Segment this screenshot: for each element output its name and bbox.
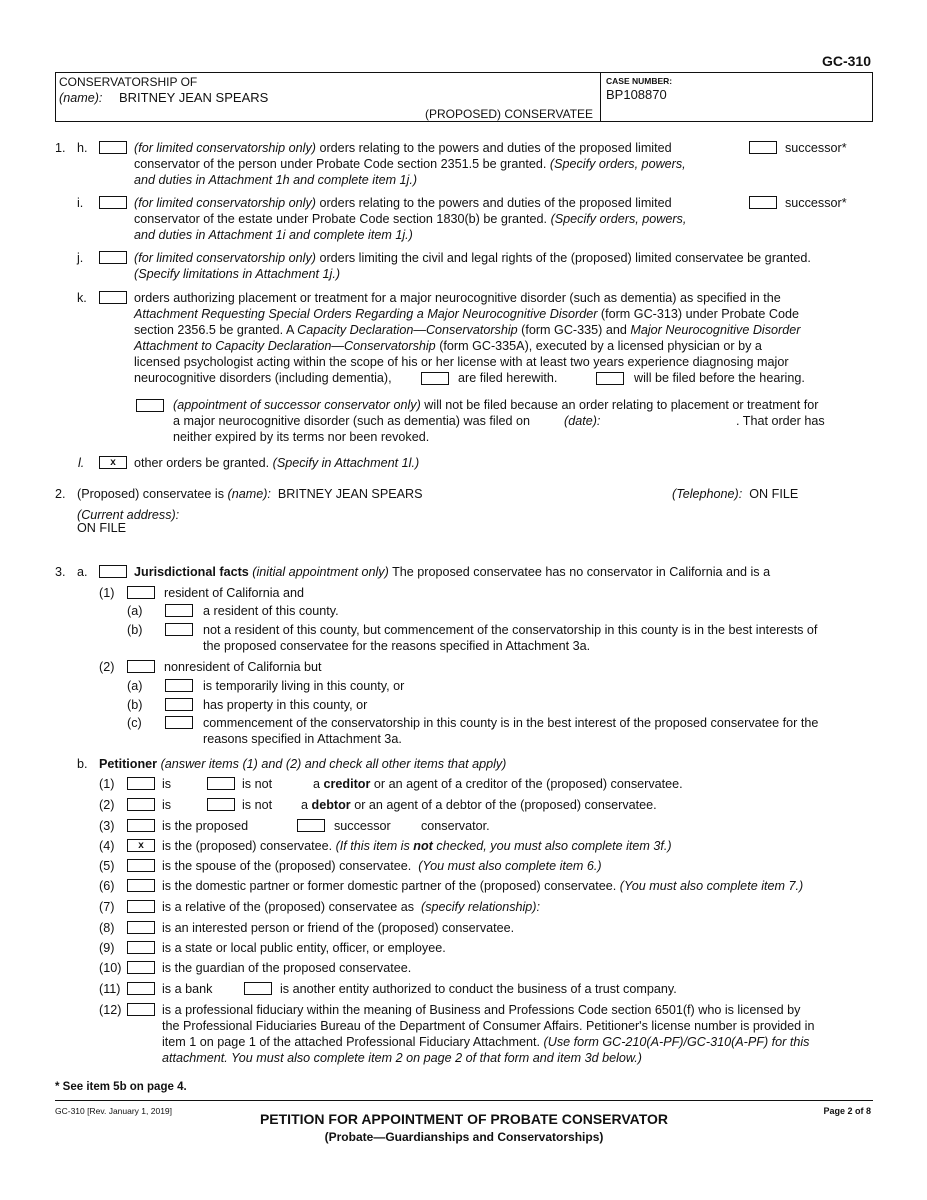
item-1j-checkbox[interactable] <box>99 251 127 264</box>
footnote: * See item 5b on page 4. <box>55 1081 187 1093</box>
item-3b12-checkbox[interactable] <box>127 1003 155 1016</box>
item-3b8-text: is an interested person or friend of the (proposed) conservatee. <box>162 921 515 935</box>
item-3a1b-line1: not a resident of this county, but commencement of the conservatorship in this county is in the best interests of <box>203 623 818 637</box>
item-3b2-text: a debtor or an agent of a debtor of the (proposed) conservatee. <box>301 798 657 812</box>
item-1h-successor-checkbox[interactable] <box>749 141 777 154</box>
item-1k-filed-before-checkbox[interactable] <box>596 372 624 385</box>
item-3b3-conservator-label: conservator. <box>421 819 490 833</box>
item-1k-successor-line1: (appointment of successor conservator only) will not be filed because an order relating to placement or treatment for <box>173 398 819 412</box>
item-3b2-number: (2) <box>99 798 115 812</box>
item-3b12-line3: item 1 on page 1 of the attached Professional Fiduciary Attachment. (Use form GC-210(A-PF)/GC-310(A-PF) for this <box>162 1035 810 1049</box>
item-3b4-text: is the (proposed) conservatee. (If this item is not checked, you must also complete item 3f.) <box>162 839 672 853</box>
item-1k-checkbox[interactable] <box>99 291 127 304</box>
item-3a1a-checkbox[interactable] <box>165 604 193 617</box>
item-1l-letter: l. <box>78 456 85 470</box>
item-3b1-number: (1) <box>99 777 115 791</box>
item-1k-line4: Attachment to Capacity Declaration—Conservatorship (form GC-335A), executed by a licensed physician or by a <box>134 339 762 353</box>
item-3-number: 3. <box>55 565 66 579</box>
item-3a-letter: a. <box>77 565 88 579</box>
item-3a1-text: resident of California and <box>164 586 305 600</box>
item-3b6-text: is the domestic partner or former domestic partner of the (proposed) conservatee. (You must also complete item 7.) <box>162 879 804 893</box>
item-3b6-number: (6) <box>99 879 115 893</box>
form-revision: GC-310 [Rev. January 1, 2019] <box>55 1106 173 1116</box>
item-1k-line5: licensed psychologist acting within the scope of his or her license with at least two years experience diagnosing major <box>134 355 789 369</box>
item-3a2c-line1: commencement of the conservatorship in this county is in the best interest of the proposed conservatee for the <box>203 716 819 730</box>
conservatee-name: BRITNEY JEAN SPEARS <box>119 90 269 105</box>
page-number: Page 2 of 8 <box>823 1106 871 1116</box>
item-3b12-line4: attachment. You must also complete item 2 on page 2 of that form and item 3d below.) <box>162 1051 643 1065</box>
item-3b12-number: (12) <box>99 1003 122 1017</box>
item-1i-letter: i. <box>77 196 84 210</box>
item-3b6-checkbox[interactable] <box>127 879 155 892</box>
item-3a-text: Jurisdictional facts (initial appointment only) The proposed conservatee has no conservator in California and is a <box>134 565 771 579</box>
item-2-text: (Proposed) conservatee is (name): BRITNEY JEAN SPEARS <box>77 487 423 501</box>
item-1i-successor-checkbox[interactable] <box>749 196 777 209</box>
item-3a2b-text: has property in this county, or <box>203 698 368 712</box>
item-3a1b-number: (b) <box>127 623 143 637</box>
item-3b7-checkbox[interactable] <box>127 900 155 913</box>
item-3b11-entity-label: is another entity authorized to conduct the business of a trust company. <box>280 982 677 996</box>
item-1k-line6a: neurocognitive disorders (including dementia), <box>134 371 392 385</box>
item-1h-line3: and duties in Attachment 1h and complete item 1j.) <box>134 173 418 187</box>
item-1k-letter: k. <box>77 291 87 305</box>
item-3b9-checkbox[interactable] <box>127 941 155 954</box>
item-3b5-text: is the spouse of the (proposed) conservatee. (You must also complete item 6.) <box>162 859 602 873</box>
item-1k-date-label: (date): <box>564 414 601 428</box>
item-1l-text: other orders be granted. (Specify in Attachment 1l.) <box>134 456 420 470</box>
item-3b3-number: (3) <box>99 819 115 833</box>
caption-divider <box>600 72 601 122</box>
item-3a1a-text: a resident of this county. <box>203 604 339 618</box>
item-1k-successor-line2c: . That order has <box>736 414 825 428</box>
item-1i-line3: and duties in Attachment 1i and complete item 1j.) <box>134 228 413 242</box>
item-3b1-is-label: is <box>162 777 172 791</box>
item-1h-checkbox[interactable] <box>99 141 127 154</box>
item-1k-line2: Attachment Requesting Special Orders Regarding a Major Neurocognitive Disorder (form GC-313) under Probate Code <box>134 307 799 321</box>
item-1i-successor-label: successor* <box>785 196 847 210</box>
item-3b5-checkbox[interactable] <box>127 859 155 872</box>
item-1k-successor-line2a: a major neurocognitive disorder (such as dementia) was filed on <box>173 414 531 428</box>
item-1k-line3: section 2356.5 be granted. A Capacity Declaration—Conservatorship (form GC-335) and Major Neurocognitive Disorder <box>134 323 801 337</box>
item-3b9-number: (9) <box>99 941 115 955</box>
item-3a2-text: nonresident of California but <box>164 660 322 674</box>
item-3b3-checkbox[interactable] <box>127 819 155 832</box>
item-3b1-text: a creditor or an agent of a creditor of the (proposed) conservatee. <box>313 777 683 791</box>
item-3a2-number: (2) <box>99 660 115 674</box>
item-3b11-entity-checkbox[interactable] <box>244 982 272 995</box>
footer-title: PETITION FOR APPOINTMENT OF PROBATE CONSERVATOR <box>259 1111 669 1127</box>
item-1j-line2: (Specify limitations in Attachment 1j.) <box>134 267 341 281</box>
item-3b11-number: (11) <box>99 982 121 996</box>
item-3b2-is-checkbox[interactable] <box>127 798 155 811</box>
item-3b4-checkbox[interactable]: x <box>127 839 155 852</box>
item-3a2a-number: (a) <box>127 679 143 693</box>
item-3b-heading: Petitioner (answer items (1) and (2) and check all other items that apply) <box>99 757 507 771</box>
item-3a1-number: (1) <box>99 586 115 600</box>
case-number-label: CASE NUMBER: <box>606 76 673 86</box>
item-3a-checkbox[interactable] <box>99 565 127 578</box>
item-2-address-value: ON FILE <box>77 521 126 535</box>
item-3a2c-number: (c) <box>127 716 142 730</box>
item-1i-checkbox[interactable] <box>99 196 127 209</box>
footer-subtitle: (Probate—Guardianships and Conservatorships) <box>324 1130 604 1144</box>
item-3b10-number: (10) <box>99 961 122 975</box>
conservatee-role: (PROPOSED) CONSERVATEE <box>425 107 594 121</box>
item-3a2c-line2: reasons specified in Attachment 3a. <box>203 732 402 746</box>
item-1h-successor-label: successor* <box>785 141 847 155</box>
item-3b3-successor-checkbox[interactable] <box>297 819 325 832</box>
item-3b12-line1: is a professional fiduciary within the meaning of Business and Professions Code section 6501(f) who is licensed by <box>162 1003 801 1017</box>
form-id: GC-310 <box>821 53 871 69</box>
item-1h-line1: (for limited conservatorship only) orders relating to the powers and duties of the proposed limited <box>134 141 672 155</box>
item-2-telephone: (Telephone): ON FILE <box>672 487 799 501</box>
item-1h-line2: conservator of the person under Probate Code section 2351.5 be granted. (Specify orders, powers, <box>134 157 686 171</box>
name-label: (name): <box>59 91 103 105</box>
item-1k-successor-checkbox[interactable] <box>136 399 164 412</box>
item-3b2-isnot-label: is not <box>242 798 273 812</box>
item-1j-line1: (for limited conservatorship only) orders limiting the civil and legal rights of the (proposed) limited conservatee be granted. <box>134 251 811 265</box>
item-3a2c-checkbox[interactable] <box>165 716 193 729</box>
item-2-address-label: (Current address): <box>77 508 180 522</box>
item-3b2-is-label: is <box>162 798 172 812</box>
item-3a2b-checkbox[interactable] <box>165 698 193 711</box>
item-1k-successor-line3: neither expired by its terms nor been revoked. <box>173 430 430 444</box>
item-1j-letter: j. <box>77 251 84 265</box>
item-3b2-isnot-checkbox[interactable] <box>207 798 235 811</box>
item-1k-filed-before-label: will be filed before the hearing. <box>634 371 805 385</box>
item-1k-filed-herewith-checkbox[interactable] <box>421 372 449 385</box>
item-1i-line2: conservator of the estate under Probate Code section 1830(b) be granted. (Specify orders, powers, <box>134 212 687 226</box>
item-1k-filed-herewith-label: are filed herewith. <box>458 371 558 385</box>
item-3b1-isnot-checkbox[interactable] <box>207 777 235 790</box>
item-3a1a-number: (a) <box>127 604 143 618</box>
item-1k-line1: orders authorizing placement or treatment for a major neurocognitive disorder (such as dementia) as specified in the <box>134 291 781 305</box>
item-3b11-bank-label: is a bank <box>162 982 213 996</box>
item-3a1b-checkbox[interactable] <box>165 623 193 636</box>
item-3b7-text: is a relative of the (proposed) conservatee as (specify relationship): <box>162 900 541 914</box>
item-3a2a-checkbox[interactable] <box>165 679 193 692</box>
item-3b-letter: b. <box>77 757 88 771</box>
item-3b3-successor-label: successor <box>334 819 391 833</box>
item-1i-line1: (for limited conservatorship only) orders relating to the powers and duties of the proposed limited <box>134 196 672 210</box>
item-3b12-line2: the Professional Fiduciaries Bureau of the Department of Consumer Affairs. Petitioner's license number is provided in <box>162 1019 815 1033</box>
item-3b8-number: (8) <box>99 921 115 935</box>
item-3b1-is-checkbox[interactable] <box>127 777 155 790</box>
item-1l-checkbox[interactable]: x <box>99 456 127 469</box>
item-3a1-checkbox[interactable] <box>127 586 155 599</box>
item-2-number: 2. <box>55 487 66 501</box>
item-3a2a-text: is temporarily living in this county, or <box>203 679 405 693</box>
item-3b11-bank-checkbox[interactable] <box>127 982 155 995</box>
item-3b9-text: is a state or local public entity, officer, or employee. <box>162 941 446 955</box>
case-caption: CONSERVATORSHIP OF <box>59 75 198 89</box>
item-3a1b-line2: the proposed conservatee for the reasons specified in Attachment 3a. <box>203 639 591 653</box>
item-3a2-checkbox[interactable] <box>127 660 155 673</box>
footer-rule <box>55 1100 873 1101</box>
case-number: BP108870 <box>606 87 667 102</box>
item-3b7-number: (7) <box>99 900 115 914</box>
item-3b10-checkbox[interactable] <box>127 961 155 974</box>
item-3b4-number: (4) <box>99 839 115 853</box>
item-3b5-number: (5) <box>99 859 115 873</box>
item-3a2b-number: (b) <box>127 698 143 712</box>
item-3b8-checkbox[interactable] <box>127 921 155 934</box>
item-1-number: 1. <box>55 141 66 155</box>
item-3b3-text: is the proposed <box>162 819 249 833</box>
item-1h-letter: h. <box>77 141 88 155</box>
item-3b1-isnot-label: is not <box>242 777 273 791</box>
item-3b10-text: is the guardian of the proposed conservatee. <box>162 961 412 975</box>
